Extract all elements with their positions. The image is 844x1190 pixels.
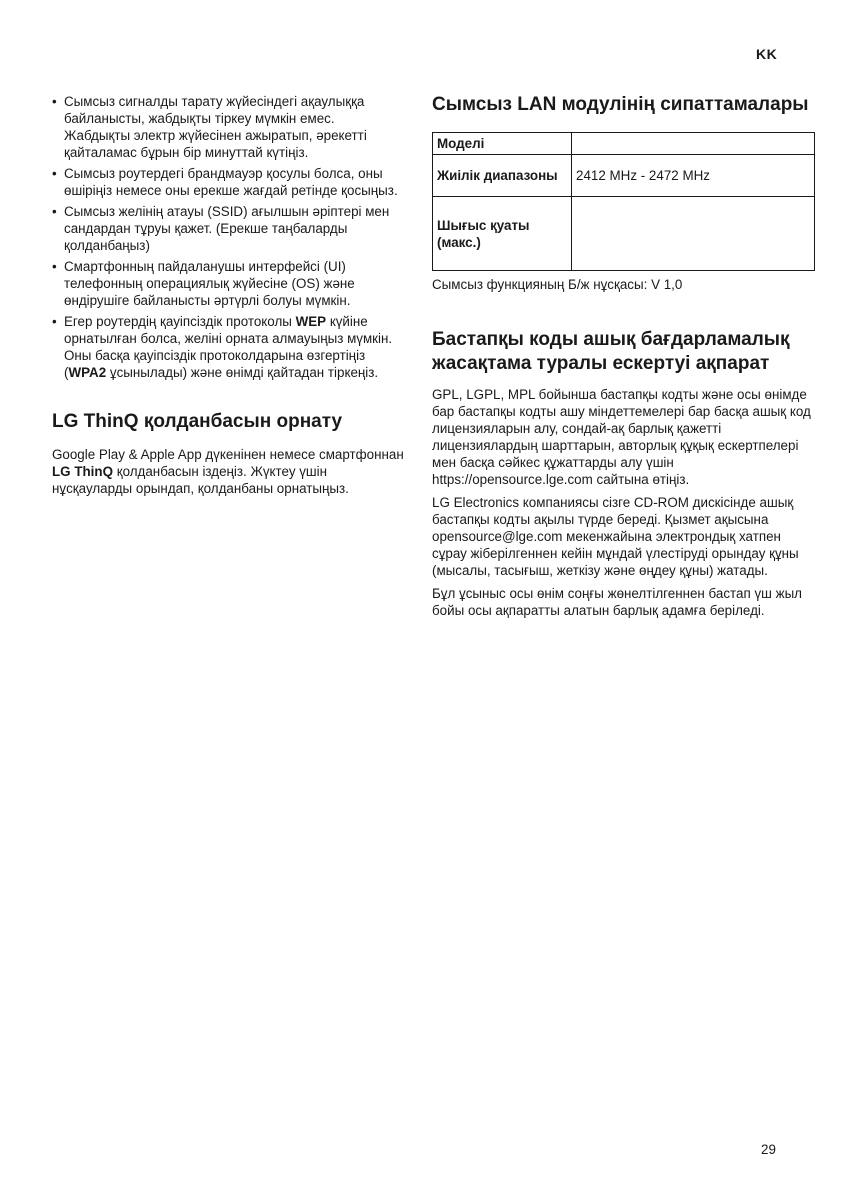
open-source-paragraph: GPL, LGPL, MPL бойынша бастапқы кодты және осы өнімде бар бастапқы кодты ашу міндеттемелері бар басқа ашық код лицензияларын алу, сондай-ақ барлық қажетті лицензиялардың шарттарын, авторлық құқық ескертпелері мен басқа сәйкес құжаттарды алу үшін https://opensource.lge.com сайтына өтіңіз. — [432, 387, 811, 487]
spec-label-output-power: Шығыс қуаты (макс.) — [433, 197, 572, 271]
software-version-note: Сымсыз функцияның Б/ж нұсқасы: V 1,0 — [432, 277, 683, 292]
right-column — [432, 93, 816, 625]
list-item-text: Сымсыз сигналды тарату жүйесіндегі ақаулыққа байланысты, жабдықты тіркеу мүмкін емес. Жабдықты электр жүйесінен ажыратып, әрекетті қайталамас бұрын бір минуттай күтіңіз. — [64, 94, 367, 160]
install-app-paragraph: Google Play & Apple App дүкенінен немесе смартфоннан LG ThinQ қолданбасын іздеңіз. Жүктеу үшін нұсқауларды орындап, қолданбаны орнатыңыз. — [52, 447, 404, 496]
open-source-paragraph: Бұл ұсыныс осы өнім соңғы жөнелтілгеннен бастап үш жыл бойы осы ақпаратты алатын барлық адамға беріледі. — [432, 586, 803, 618]
spec-label-model: Моделі — [433, 133, 572, 155]
bullet-icon: • — [52, 204, 57, 219]
list-item — [52, 93, 404, 161]
bullet-icon: • — [52, 314, 57, 329]
table-row — [433, 197, 815, 271]
app-name: LG ThinQ — [52, 464, 113, 479]
bullet-icon: • — [52, 94, 57, 109]
protocol-wpa2: WPA2 — [68, 365, 107, 380]
table-row — [433, 133, 815, 155]
wireless-spec-heading: Сымсыз LAN модулінің сипаттамалары — [432, 94, 809, 115]
spec-value-model — [572, 133, 815, 155]
left-column — [52, 93, 404, 497]
table-row — [433, 155, 815, 197]
troubleshooting-list — [52, 93, 404, 381]
spec-value-frequency: 2412 MHz - 2472 MHz — [572, 155, 815, 197]
page-number: 29 — [761, 1142, 776, 1157]
spec-table — [432, 132, 815, 271]
list-item — [52, 203, 404, 254]
list-item-text: Егер роутердің қауіпсіздік протоколы WEP күйіне орнатылған болса, желіні орната алмауыңыз мүмкін. Оны басқа қауіпсіздік протоколдарына өзгертіңіз (WPA2 ұсынылады) және өнімді қайтадан тіркеңіз. — [64, 314, 393, 380]
list-item-text: Сымсыз роутердегі брандмауэр қосулы болса, оны өшіріңіз немесе оны ерекше жағдай ретінде қосыңыз. — [64, 166, 398, 198]
install-app-heading: LG ThinQ қолданбасын орнату — [52, 411, 343, 432]
list-item-text: Сымсыз желінің атауы (SSID) ағылшын әріптері мен сандардан тұруы қажет. (Ерекше таңбаларды қолданбаңыз) — [64, 204, 390, 253]
list-item — [52, 313, 404, 381]
bullet-icon: • — [52, 166, 57, 181]
spec-value-output-power — [572, 197, 815, 271]
protocol-wep: WEP — [295, 314, 327, 329]
open-source-paragraph: LG Electronics компаниясы сізге CD-ROM дискісінде ашық бастапқы кодты ақылы түрде береді. Қызмет ақысына opensource@lge.com мекенжайына электрондық хатпен сұрау жіберілгеннен кейін мұндай үлестіруді орындау құны (мысалы, тасығыш, жеткізу және өңдеу құны) жатады. — [432, 495, 799, 578]
list-item — [52, 258, 404, 309]
bullet-icon: • — [52, 259, 57, 274]
list-item — [52, 165, 404, 199]
spec-label-frequency: Жиілік диапазоны — [433, 155, 572, 197]
open-source-heading: Бастапқы коды ашық бағдарламалық жасақтама туралы ескертуі ақпарат — [432, 329, 790, 374]
language-code: KK — [756, 46, 778, 62]
list-item-text: Смартфонның пайдаланушы интерфейсі (UI) телефонның операциялық жүйесіне (OS) және өндірушіге байланысты әртүрлі болуы мүмкін. — [64, 259, 355, 308]
